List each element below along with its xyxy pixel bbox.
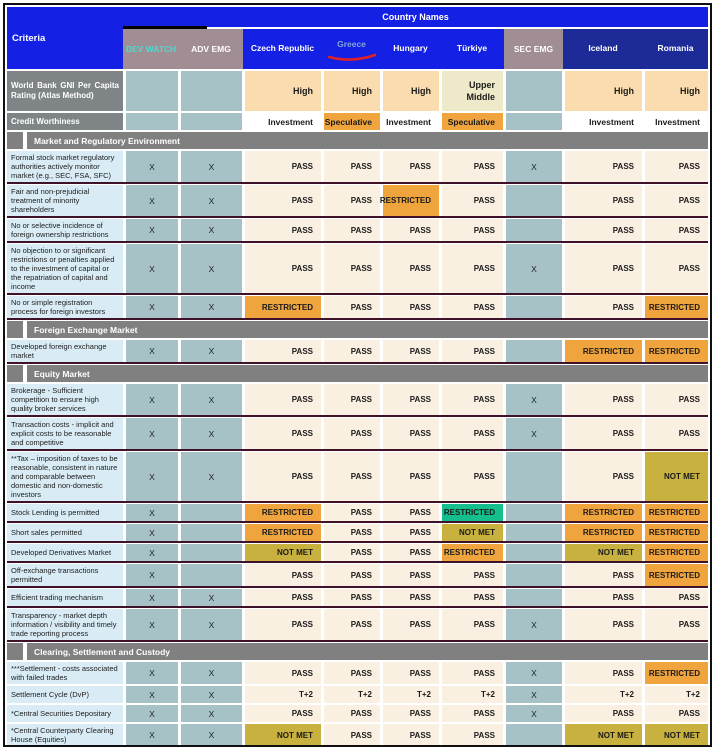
- value-cell: NOT MET: [565, 724, 642, 746]
- column-header-dev-watch: [123, 29, 179, 69]
- x-cell: X: [181, 384, 242, 415]
- value-cell: PASS: [324, 384, 380, 415]
- x-cell: X: [181, 609, 242, 640]
- table-header: [7, 7, 708, 69]
- value-cell: PASS: [645, 185, 708, 216]
- value-cell: NOT MET: [645, 724, 708, 746]
- country-classification-table: [3, 3, 712, 747]
- section-title: Market and Regulatory Environment: [34, 135, 180, 146]
- blank-cell: [126, 113, 178, 130]
- value-cell: High: [565, 71, 642, 111]
- x-cell: X: [181, 418, 242, 449]
- value-cell: PASS: [383, 524, 439, 541]
- value-cell: PASS: [442, 185, 503, 216]
- value-cell: NOT MET: [245, 724, 321, 746]
- value-cell: PASS: [442, 384, 503, 415]
- x-cell: X: [126, 544, 178, 561]
- value-cell: T+2: [442, 686, 503, 703]
- criteria-label: Developed foreign exchange market: [7, 340, 123, 362]
- x-cell: X: [181, 296, 242, 318]
- blank-cell: [506, 724, 562, 746]
- blank-cell: [506, 564, 562, 586]
- value-cell: NOT MET: [245, 544, 321, 561]
- criteria-label: Developed Derivatives Market: [7, 544, 123, 561]
- value-cell: RESTRICTED: [442, 504, 503, 521]
- x-cell: X: [181, 340, 242, 362]
- value-cell: PASS: [565, 185, 642, 216]
- column-headers-row: [123, 29, 708, 69]
- value-cell: Investment: [245, 113, 321, 130]
- value-cell: PASS: [645, 609, 708, 640]
- value-cell: High: [324, 71, 380, 111]
- criteria-label: No or selective incidence of foreign ownership restrictions: [7, 219, 123, 241]
- value-cell: PASS: [324, 151, 380, 182]
- greece-red-underline-icon: [326, 53, 378, 62]
- value-cell: PASS: [245, 185, 321, 216]
- x-cell: X: [181, 705, 242, 722]
- value-cell: PASS: [245, 219, 321, 241]
- x-cell: X: [126, 452, 178, 501]
- table-body: [7, 71, 708, 746]
- criteria-label: *Central Counterparty Clearing House (Equities): [7, 724, 123, 746]
- value-cell: RESTRICTED: [245, 504, 321, 521]
- value-cell: Investment: [565, 113, 642, 130]
- x-cell: X: [126, 686, 178, 703]
- value-cell: High: [245, 71, 321, 111]
- value-cell: PASS: [324, 219, 380, 241]
- value-cell: PASS: [383, 564, 439, 586]
- criteria-row: [7, 185, 708, 218]
- value-cell: RESTRICTED: [565, 340, 642, 362]
- blank-cell: [506, 589, 562, 606]
- value-cell: PASS: [383, 662, 439, 684]
- value-cell: PASS: [565, 244, 642, 293]
- criteria-row: [7, 705, 708, 722]
- value-cell: PASS: [245, 609, 321, 640]
- column-header-label: Czech Republic: [250, 43, 315, 54]
- criteria-row: [7, 504, 708, 523]
- value-cell: PASS: [324, 504, 380, 521]
- column-header-label: Iceland: [588, 43, 618, 54]
- blank-cell: [506, 340, 562, 362]
- section-header: [7, 132, 708, 149]
- column-header-label: DEV WATCH: [125, 43, 177, 54]
- value-cell: PASS: [645, 384, 708, 415]
- value-cell: PASS: [383, 589, 439, 606]
- column-header-label: Türkiye: [456, 43, 488, 54]
- value-cell: PASS: [442, 662, 503, 684]
- value-cell: PASS: [442, 564, 503, 586]
- x-cell: X: [181, 452, 242, 501]
- blank-cell: [181, 524, 242, 541]
- x-cell: X: [126, 384, 178, 415]
- value-cell: PASS: [383, 544, 439, 561]
- x-cell: X: [506, 705, 562, 722]
- x-cell: X: [126, 564, 178, 586]
- x-cell: X: [181, 185, 242, 216]
- criteria-row: [7, 544, 708, 563]
- value-cell: PASS: [565, 296, 642, 318]
- value-cell: RESTRICTED: [565, 504, 642, 521]
- x-cell: X: [126, 244, 178, 293]
- value-cell: PASS: [383, 705, 439, 722]
- value-cell: Investment: [383, 113, 439, 130]
- blank-cell: [181, 564, 242, 586]
- section-title: Equity Market: [34, 368, 90, 379]
- blank-cell: [506, 113, 562, 130]
- criteria-label: ***Settlement - costs associated with failed trades: [7, 662, 123, 684]
- value-cell: PASS: [245, 564, 321, 586]
- value-cell: PASS: [565, 609, 642, 640]
- x-cell: X: [506, 418, 562, 449]
- value-cell: PASS: [645, 151, 708, 182]
- value-cell: PASS: [245, 452, 321, 501]
- criteria-label: Settlement Cycle (DvP): [7, 686, 123, 703]
- value-cell: Speculative: [324, 113, 380, 130]
- column-header-label: ADV EMG: [191, 43, 231, 54]
- value-cell: PASS: [324, 564, 380, 586]
- value-cell: NOT MET: [565, 544, 642, 561]
- criteria-row: [7, 564, 708, 588]
- criteria-label: Formal stock market regulatory authorities actively monitor market (e.g., SEC, FSA, SFC): [7, 151, 123, 182]
- value-cell: T+2: [245, 686, 321, 703]
- rating-label: World Bank GNI Per Capita Rating (Atlas Method): [7, 71, 123, 111]
- criteria-row: [7, 384, 708, 417]
- dev-watch-top-rule: [123, 26, 207, 29]
- value-cell: PASS: [324, 724, 380, 746]
- value-cell: T+2: [324, 686, 380, 703]
- value-cell: PASS: [324, 609, 380, 640]
- value-cell: PASS: [565, 452, 642, 501]
- value-cell: PASS: [383, 504, 439, 521]
- value-cell: Speculative: [442, 113, 503, 130]
- value-cell: RESTRICTED: [645, 340, 708, 362]
- blank-cell: [506, 504, 562, 521]
- x-cell: X: [126, 724, 178, 746]
- value-cell: PASS: [245, 418, 321, 449]
- value-cell: PASS: [245, 705, 321, 722]
- value-cell: PASS: [383, 384, 439, 415]
- value-cell: PASS: [324, 185, 380, 216]
- blank-cell: [506, 71, 562, 111]
- criteria-label: Fair and non-prejudicial treatment of minority shareholders: [7, 185, 123, 216]
- value-cell: Upper Middle: [442, 71, 503, 111]
- value-cell: PASS: [645, 244, 708, 293]
- value-cell: PASS: [324, 544, 380, 561]
- value-cell: PASS: [324, 662, 380, 684]
- value-cell: PASS: [645, 705, 708, 722]
- value-cell: RESTRICTED: [383, 185, 439, 216]
- column-header-iceland: [563, 29, 643, 69]
- value-cell: PASS: [442, 589, 503, 606]
- criteria-row: [7, 524, 708, 543]
- value-cell: RESTRICTED: [645, 524, 708, 541]
- criteria-label: Brokerage - Sufficient competition to ensure high quality broker services: [7, 384, 123, 415]
- criteria-header-cell: [7, 7, 123, 69]
- section-title-bar: [27, 321, 708, 338]
- value-cell: PASS: [324, 418, 380, 449]
- value-cell: PASS: [383, 609, 439, 640]
- value-cell: PASS: [324, 244, 380, 293]
- criteria-label: Transparency - market depth information / visibility and timely trade reporting process: [7, 609, 123, 640]
- value-cell: RESTRICTED: [645, 564, 708, 586]
- value-cell: PASS: [245, 151, 321, 182]
- x-cell: X: [126, 418, 178, 449]
- value-cell: PASS: [442, 296, 503, 318]
- section-gutter-block: [7, 643, 23, 660]
- value-cell: PASS: [245, 340, 321, 362]
- rating-label: Credit Worthiness: [7, 113, 123, 130]
- value-cell: PASS: [324, 296, 380, 318]
- value-cell: PASS: [324, 524, 380, 541]
- x-cell: X: [181, 219, 242, 241]
- column-header-czech-republic: [243, 29, 322, 69]
- criteria-row: [7, 724, 708, 746]
- value-cell: PASS: [442, 244, 503, 293]
- column-header-label: Greece: [337, 38, 366, 49]
- value-cell: T+2: [383, 686, 439, 703]
- value-cell: PASS: [245, 589, 321, 606]
- x-cell: X: [126, 296, 178, 318]
- rating-row: [7, 113, 708, 130]
- column-header-greece: [322, 29, 381, 69]
- value-cell: PASS: [383, 296, 439, 318]
- x-cell: X: [181, 151, 242, 182]
- column-header-romania: [643, 29, 708, 69]
- value-cell: RESTRICTED: [245, 524, 321, 541]
- x-cell: X: [126, 340, 178, 362]
- value-cell: PASS: [565, 384, 642, 415]
- value-cell: PASS: [442, 609, 503, 640]
- x-cell: X: [506, 609, 562, 640]
- value-cell: PASS: [383, 724, 439, 746]
- value-cell: PASS: [324, 705, 380, 722]
- value-cell: PASS: [324, 340, 380, 362]
- value-cell: PASS: [442, 219, 503, 241]
- value-cell: NOT MET: [645, 452, 708, 501]
- section-title-bar: [27, 643, 708, 660]
- value-cell: PASS: [565, 564, 642, 586]
- x-cell: X: [506, 686, 562, 703]
- criteria-label: No or simple registration process for foreign investors: [7, 296, 123, 318]
- section-title: Foreign Exchange Market: [34, 324, 138, 335]
- blank-cell: [181, 504, 242, 521]
- criteria-row: [7, 296, 708, 320]
- blank-cell: [181, 71, 242, 111]
- value-cell: PASS: [324, 589, 380, 606]
- x-cell: X: [126, 662, 178, 684]
- value-cell: PASS: [565, 418, 642, 449]
- criteria-row: [7, 418, 708, 451]
- criteria-row: [7, 151, 708, 184]
- value-cell: RESTRICTED: [442, 544, 503, 561]
- value-cell: PASS: [442, 340, 503, 362]
- column-header-hungary: [381, 29, 440, 69]
- x-cell: X: [126, 524, 178, 541]
- criteria-label: Efficient trading mechanism: [7, 589, 123, 606]
- criteria-row: [7, 609, 708, 642]
- column-header-label: Hungary: [393, 43, 428, 54]
- value-cell: PASS: [442, 418, 503, 449]
- x-cell: X: [181, 589, 242, 606]
- x-cell: X: [181, 662, 242, 684]
- column-header-sec-emg: [504, 29, 563, 69]
- blank-cell: [506, 185, 562, 216]
- rating-row: [7, 71, 708, 111]
- x-cell: X: [181, 244, 242, 293]
- value-cell: High: [383, 71, 439, 111]
- value-cell: PASS: [645, 589, 708, 606]
- x-cell: X: [126, 219, 178, 241]
- value-cell: Investment: [645, 113, 708, 130]
- value-cell: PASS: [324, 452, 380, 501]
- criteria-row: [7, 662, 708, 684]
- country-names-bar: [123, 7, 708, 29]
- criteria-label: Transaction costs - implicit and explicit costs to be reasonable and competitive: [7, 418, 123, 449]
- x-cell: X: [506, 384, 562, 415]
- value-cell: PASS: [383, 151, 439, 182]
- value-cell: RESTRICTED: [565, 524, 642, 541]
- blank-cell: [506, 296, 562, 318]
- value-cell: RESTRICTED: [645, 544, 708, 561]
- section-title-bar: [27, 132, 708, 149]
- section-header: [7, 643, 708, 660]
- value-cell: PASS: [565, 219, 642, 241]
- value-cell: PASS: [565, 151, 642, 182]
- section-gutter-block: [7, 321, 23, 338]
- criteria-row: [7, 244, 708, 295]
- column-header-adv-emg: [179, 29, 243, 69]
- section-title: Clearing, Settlement and Custody: [34, 646, 171, 657]
- column-header-turkiye: [440, 29, 504, 69]
- criteria-label: Short sales permitted: [7, 524, 123, 541]
- blank-cell: [181, 544, 242, 561]
- blank-cell: [506, 219, 562, 241]
- value-cell: PASS: [383, 219, 439, 241]
- value-cell: PASS: [565, 662, 642, 684]
- criteria-label: No objection to or significant restrictions or penalties applied to the investment of capital or the repatriation of capital and income: [7, 244, 123, 293]
- x-cell: X: [506, 244, 562, 293]
- column-header-label: Romania: [657, 43, 694, 54]
- x-cell: X: [506, 662, 562, 684]
- value-cell: RESTRICTED: [245, 296, 321, 318]
- section-gutter-block: [7, 132, 23, 149]
- criteria-row: [7, 340, 708, 364]
- x-cell: X: [181, 724, 242, 746]
- value-cell: PASS: [383, 244, 439, 293]
- value-cell: T+2: [565, 686, 642, 703]
- value-cell: PASS: [245, 662, 321, 684]
- criteria-row: [7, 452, 708, 503]
- value-cell: RESTRICTED: [645, 662, 708, 684]
- criteria-row: [7, 589, 708, 608]
- value-cell: PASS: [383, 340, 439, 362]
- section-title-bar: [27, 365, 708, 382]
- criteria-header-label: Criteria: [12, 32, 46, 44]
- column-header-label: SEC EMG: [513, 43, 554, 54]
- value-cell: PASS: [245, 384, 321, 415]
- x-cell: X: [126, 151, 178, 182]
- value-cell: PASS: [442, 151, 503, 182]
- x-cell: X: [126, 504, 178, 521]
- section-header: [7, 365, 708, 382]
- value-cell: High: [645, 71, 708, 111]
- criteria-label: Stock Lending is permitted: [7, 504, 123, 521]
- blank-cell: [126, 71, 178, 111]
- value-cell: PASS: [645, 418, 708, 449]
- value-cell: PASS: [442, 705, 503, 722]
- x-cell: X: [126, 589, 178, 606]
- x-cell: X: [126, 185, 178, 216]
- value-cell: PASS: [645, 219, 708, 241]
- value-cell: PASS: [383, 452, 439, 501]
- value-cell: T+2: [645, 686, 708, 703]
- value-cell: NOT MET: [442, 524, 503, 541]
- country-names-label: Country Names: [382, 12, 449, 22]
- criteria-label: **Tax – imposition of taxes to be reasonable, consistent in nature and comparable between domestic and non-domestic investors: [7, 452, 123, 501]
- x-cell: X: [126, 609, 178, 640]
- section-gutter-block: [7, 365, 23, 382]
- value-cell: PASS: [245, 244, 321, 293]
- value-cell: PASS: [565, 705, 642, 722]
- value-cell: RESTRICTED: [645, 296, 708, 318]
- criteria-row: [7, 219, 708, 243]
- criteria-row: [7, 686, 708, 703]
- blank-cell: [181, 113, 242, 130]
- blank-cell: [506, 544, 562, 561]
- criteria-label: *Central Securities Depositary: [7, 705, 123, 722]
- x-cell: X: [506, 151, 562, 182]
- value-cell: PASS: [383, 418, 439, 449]
- x-cell: X: [181, 686, 242, 703]
- section-header: [7, 321, 708, 338]
- value-cell: PASS: [442, 452, 503, 501]
- blank-cell: [506, 452, 562, 501]
- value-cell: PASS: [442, 724, 503, 746]
- criteria-label: Off-exchange transactions permitted: [7, 564, 123, 586]
- value-cell: RESTRICTED: [645, 504, 708, 521]
- value-cell: PASS: [565, 589, 642, 606]
- x-cell: X: [126, 705, 178, 722]
- blank-cell: [506, 524, 562, 541]
